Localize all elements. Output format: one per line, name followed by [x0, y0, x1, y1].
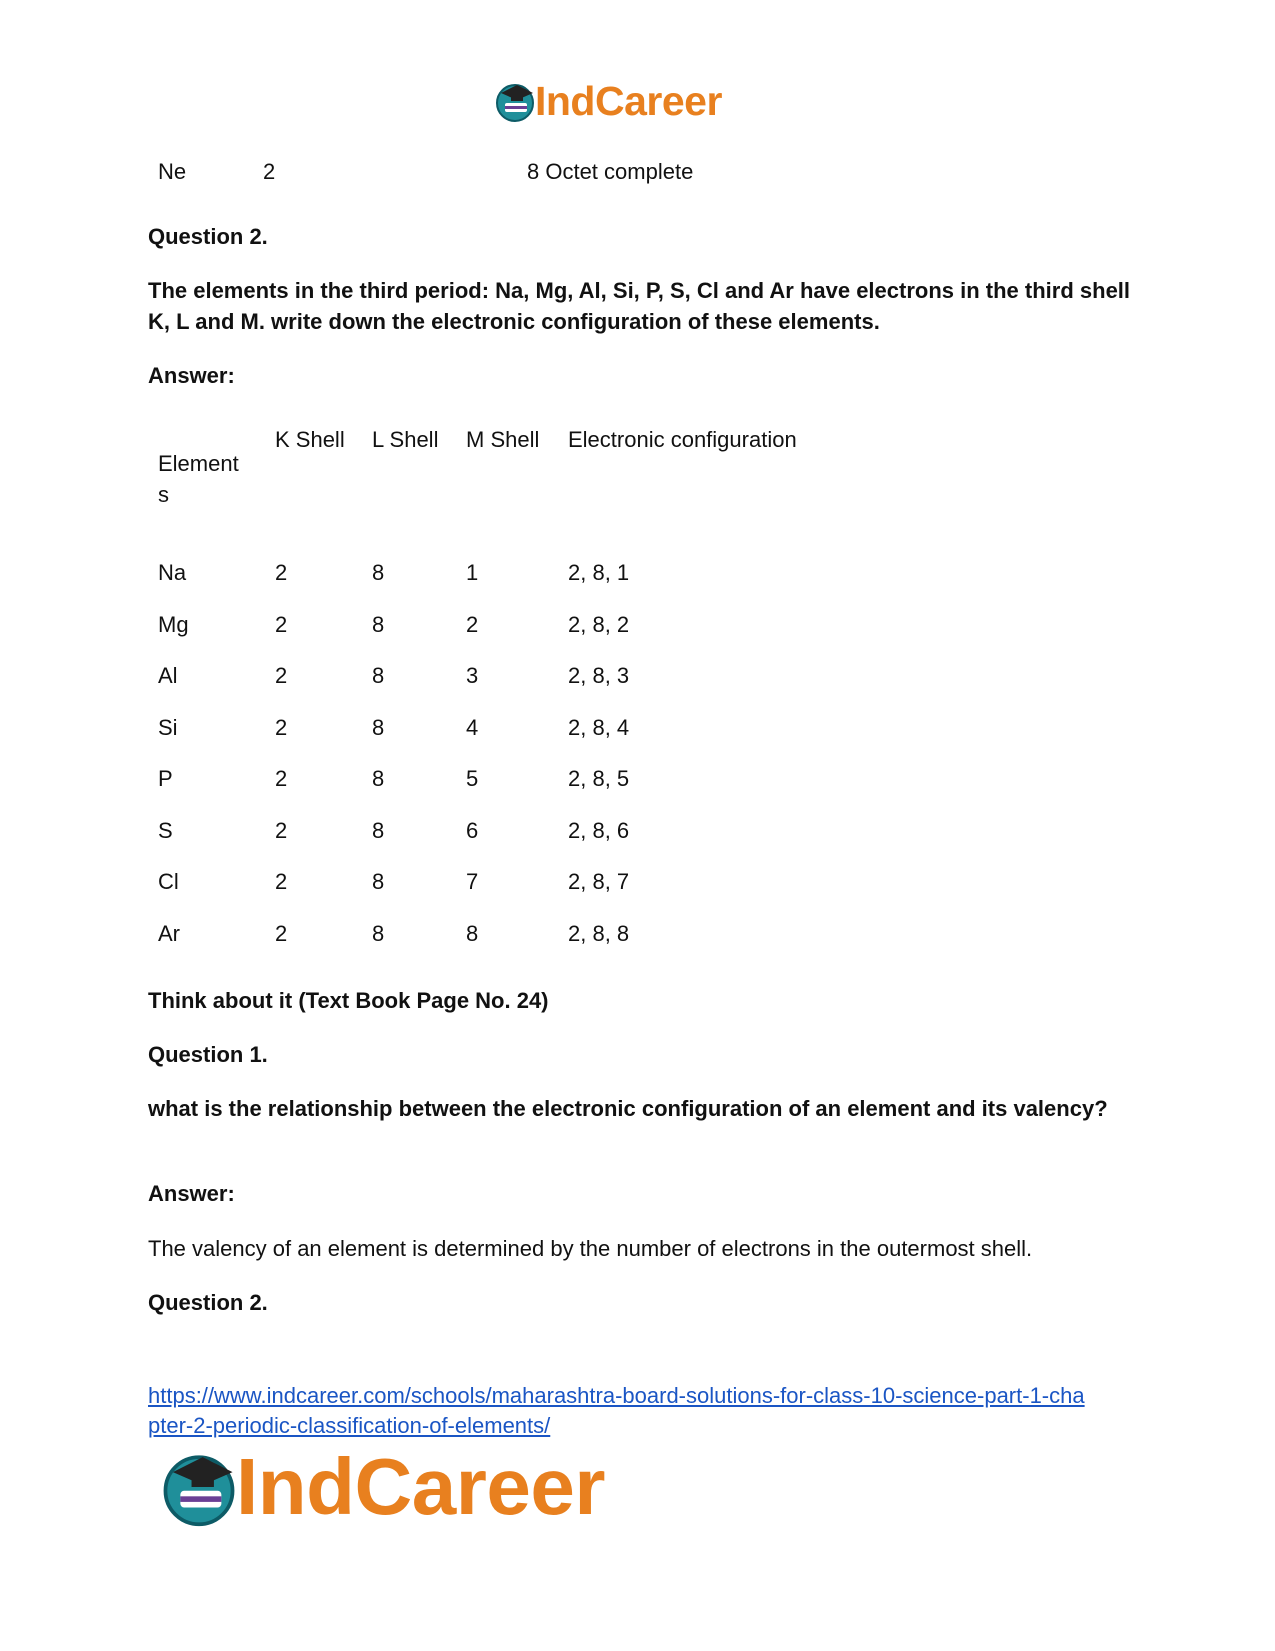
- row-element: Na: [158, 560, 187, 585]
- graduation-globe-icon: [158, 1446, 240, 1528]
- header-l-shell: L Shell: [372, 427, 439, 452]
- row-l: 8: [372, 921, 385, 946]
- row-element: Si: [158, 715, 178, 740]
- header-m-shell: M Shell: [466, 427, 540, 452]
- header-element-line2: s: [158, 482, 169, 507]
- row-element: Cl: [158, 869, 179, 894]
- footer-logo: [158, 1442, 605, 1532]
- row-element: S: [158, 818, 173, 843]
- header-element-line1: Element: [158, 451, 239, 476]
- row-k: 2: [275, 612, 288, 637]
- row-config: 2, 8, 7: [568, 869, 630, 894]
- row-k: 2: [275, 766, 288, 791]
- row-k: 2: [275, 869, 288, 894]
- row-m: 1: [466, 560, 479, 585]
- row-k: 2: [275, 818, 288, 843]
- row-l: 8: [372, 869, 385, 894]
- question-2b-title: Question 2.: [148, 1290, 268, 1315]
- answer-2-label: Answer:: [148, 1181, 235, 1206]
- row-m: 4: [466, 715, 479, 740]
- ne-config: 8 Octet complete: [527, 159, 694, 184]
- answer-label: Answer:: [148, 363, 235, 388]
- answer-2-text: The valency of an element is determined by the number of electrons in the outermost shell.: [148, 1236, 1033, 1261]
- row-config: 2, 8, 4: [568, 715, 630, 740]
- row-k: 2: [275, 921, 288, 946]
- row-m: 2: [466, 612, 479, 637]
- footer-logo-text: IndCareer: [236, 1442, 605, 1531]
- row-m: 3: [466, 663, 479, 688]
- row-l: 8: [372, 612, 385, 637]
- row-l: 8: [372, 663, 385, 688]
- row-config: 2, 8, 8: [568, 921, 630, 946]
- row-element: Mg: [158, 612, 189, 637]
- header-logo-text: IndCareer: [535, 77, 722, 124]
- ne-k-shell: 2: [263, 159, 276, 184]
- footer-link-line2: pter-2-periodic-classification-of-elements/: [148, 1413, 551, 1438]
- row-config: 2, 8, 5: [568, 766, 630, 791]
- row-element: Al: [158, 663, 178, 688]
- question-2-title: Question 2.: [148, 224, 268, 249]
- row-m: 5: [466, 766, 479, 791]
- row-m: 7: [466, 869, 479, 894]
- row-l: 8: [372, 818, 385, 843]
- ne-element: Ne: [158, 159, 187, 184]
- row-k: 2: [275, 560, 288, 585]
- row-config: 2, 8, 2: [568, 612, 630, 637]
- row-k: 2: [275, 663, 288, 688]
- row-config: 2, 8, 6: [568, 818, 630, 843]
- question-1-text: what is the relationship between the electronic configuration of an element and its valency?: [148, 1096, 1108, 1121]
- think-heading: Think about it (Text Book Page No. 24): [148, 988, 549, 1013]
- row-m: 8: [466, 921, 479, 946]
- row-l: 8: [372, 766, 385, 791]
- footer-link[interactable]: [148, 1381, 1138, 1441]
- row-element: P: [158, 766, 173, 791]
- row-config: 2, 8, 1: [568, 560, 630, 585]
- row-l: 8: [372, 560, 385, 585]
- header-k-shell: K Shell: [275, 427, 345, 452]
- header-config: Electronic configuration: [568, 427, 797, 452]
- row-l: 8: [372, 715, 385, 740]
- row-element: Ar: [158, 921, 180, 946]
- question-1-title: Question 1.: [148, 1042, 268, 1067]
- row-m: 6: [466, 818, 479, 843]
- question-2-text: The elements in the third period: Na, Mg, Al, Si, P, S, Cl and Ar have electrons in the third shell K, L and M. write down the electronic configuration of these elements.: [148, 278, 1131, 334]
- row-config: 2, 8, 3: [568, 663, 630, 688]
- footer-link-line1: https://www.indcareer.com/schools/maharashtra-board-solutions-for-class-10-science-part-1-cha: [148, 1383, 1085, 1408]
- row-k: 2: [275, 715, 288, 740]
